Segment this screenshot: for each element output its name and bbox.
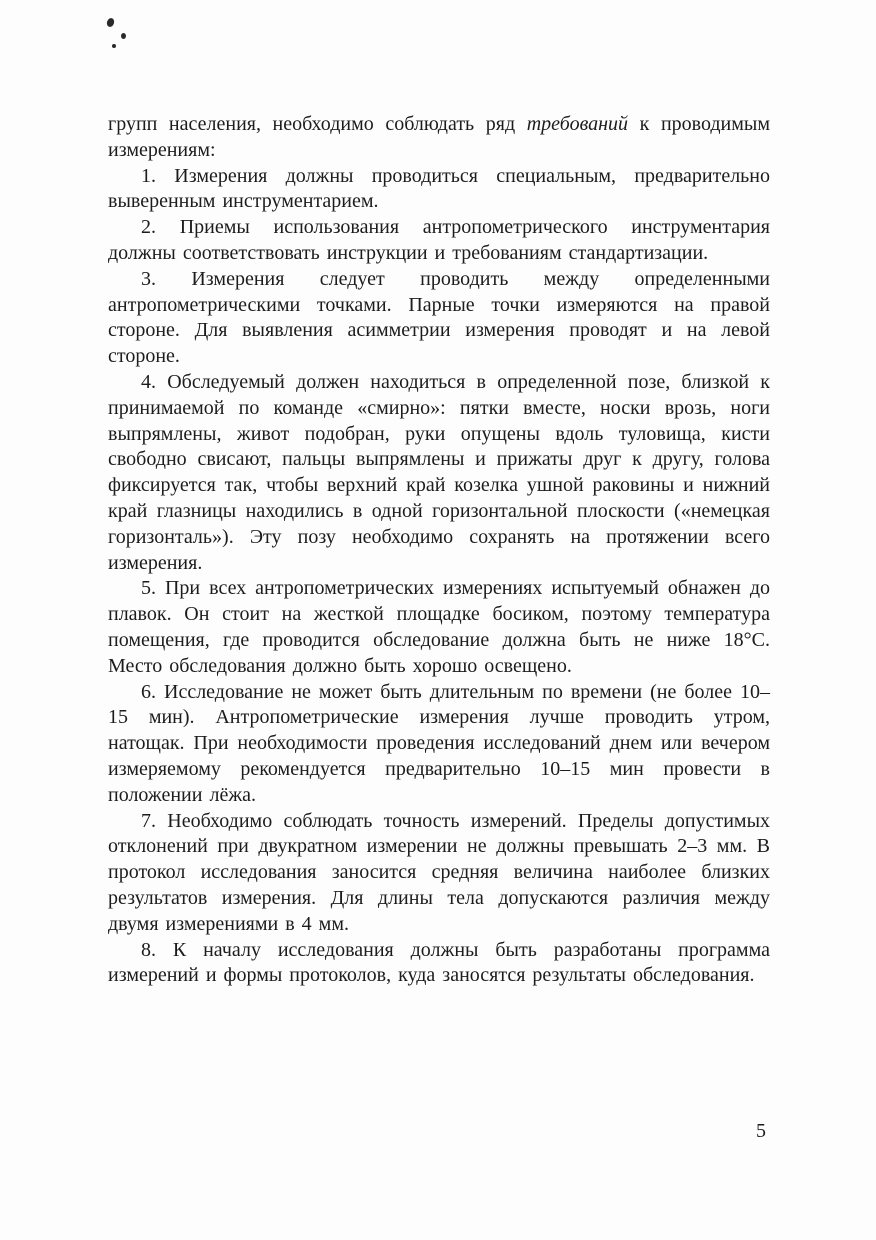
paragraph-item-7: 7. Необходимо соблюдать точность измерений. Пределы допустимых отклонений при двукратном измерении не должны превышать 2–3 мм. В протокол исследования заносится средняя величина наиболее близких результатов измерения. Для длины тела допускаются различия между двумя измерениями в 4 мм. <box>108 809 770 935</box>
paragraph-item-8: 8. К началу исследования должны быть разработаны программа измерений и формы протоколов, куда заносятся результаты обследования. <box>108 938 770 987</box>
paragraph-item-6: 6. Исследование не может быть длительным по времени (не более 10–15 мин). Антропометрические измерения лучше проводить утром, натощак. При необходимости проведения исследований днем или вечером измеряемому рекомендуется предварительно 10–15 мин провести в положении лёжа. <box>108 680 770 806</box>
page-number: 5 <box>756 1120 766 1142</box>
scan-artifact <box>121 33 126 39</box>
paragraph-item-4: 4. Обследуемый должен находиться в определенной позе, близкой к принимаемой по команде «смирно»: пятки вместе, носки врозь, ноги выпрямлены, живот подобран, руки опущены вдоль туловища, кисти свободно свисают, пальцы выпрямлены и прижаты друг к другу, голова фиксируется так, чтобы верхний край козелка ушной раковины и нижний край глазницы находились в одной горизонтальной плоскости («немецкая горизонталь»). Эту позу необходимо сохранять на протяжении всего измерения. <box>108 370 770 574</box>
intro-text-before: групп населения, необходимо соблюдать ряд <box>108 113 527 135</box>
paragraph-item-3: 3. Измерения следует проводить между определенными антропометрическими точками. Парные точки измеряются на правой стороне. Для выявления асимметрии измерения проводят и на левой стороне. <box>108 267 770 368</box>
scan-artifact <box>112 44 116 48</box>
text-block <box>108 112 770 989</box>
paragraph-item-5: 5. При всех антропометрических измерениях испытуемый обнажен до плавок. Он стоит на жесткой площадке босиком, поэтому температура помещения, где проводится обследование должна быть не ниже 18°С. Место обследования должно быть хорошо освещено. <box>108 577 770 677</box>
paragraph-item-2: 2. Приемы использования антропометрического инструментария должны соответствовать инструкции и требованиям стандартизации. <box>108 216 770 264</box>
scan-artifact <box>106 17 116 28</box>
intro-italic-term: требований <box>526 113 629 135</box>
paragraph-item-1: 1. Измерения должны проводиться специальным, предварительно выверенным инструментарием. <box>108 164 770 213</box>
intro-text-after: к проводимым измерениям: <box>108 113 771 161</box>
paragraph-intro <box>108 112 770 164</box>
